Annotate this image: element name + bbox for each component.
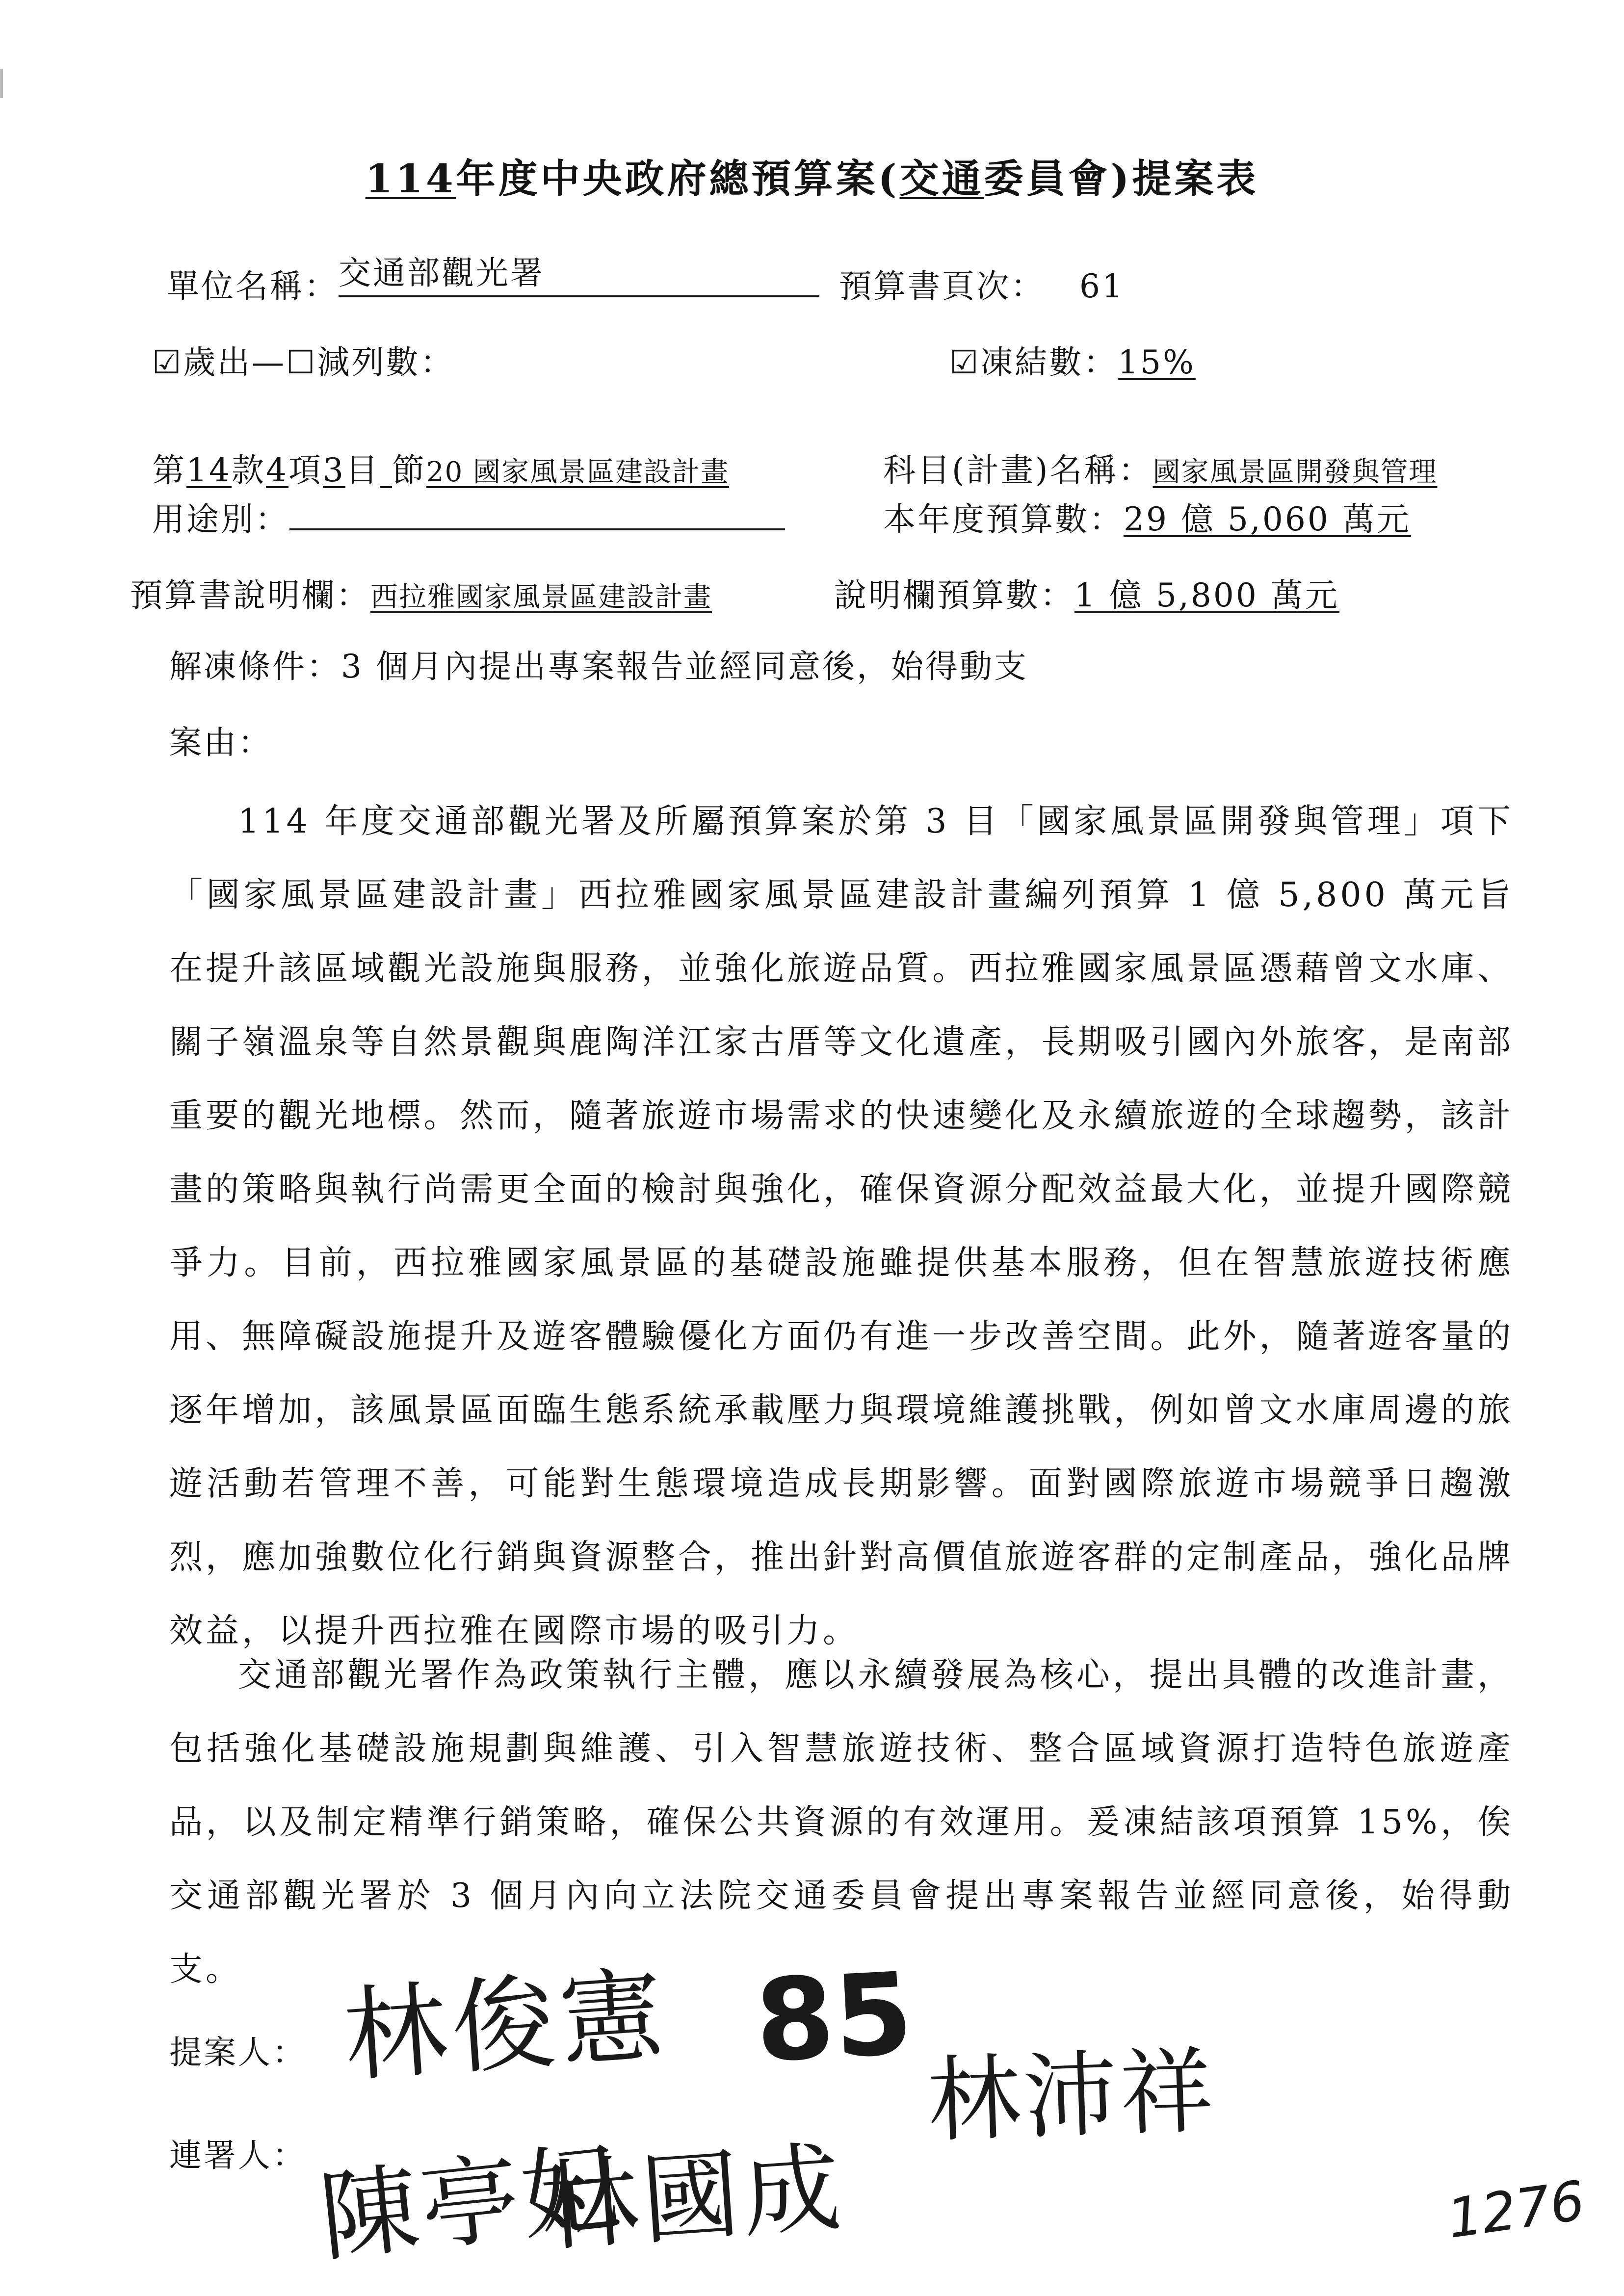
cosigner-signature-1: 陳亭妃 xyxy=(314,2130,629,2276)
freeze-row xyxy=(949,336,1196,383)
page-number-handwritten: 1276 xyxy=(1443,2169,1589,2250)
condition-value: 3 個月內提出專案報告並經同意後，始得動支 xyxy=(341,648,1028,685)
freeze-checkbox: ☑ xyxy=(949,343,981,381)
title-pre: 年度中央政府總預算案( xyxy=(456,156,900,202)
budget-value: 29 億 5,060 萬元 xyxy=(1124,500,1411,538)
cosigner-signature-right: 林沛祥 xyxy=(925,2036,1218,2156)
section-xiang-unit: 項 xyxy=(288,451,323,489)
usage-row xyxy=(152,493,785,540)
unit-value: 交通部觀光署 xyxy=(339,254,545,292)
reduce-checkbox: ☐ xyxy=(286,343,317,381)
section-mu-unit: 目 xyxy=(345,451,380,489)
cosigner-signature-2: 林國成 xyxy=(536,2130,847,2266)
expense-checkbox: ☑ xyxy=(152,343,183,381)
page-ref-label: 預算書頁次： xyxy=(839,267,1045,305)
scan-edge-mark xyxy=(0,69,3,98)
section-xiang: 4 xyxy=(265,451,288,489)
subject-value: 國家風景區開發與管理 xyxy=(1153,456,1438,488)
expense-label: 歲出— xyxy=(183,343,287,381)
cosigner-label: 連署人： xyxy=(169,2137,307,2174)
subject-label: 科目(計畫)名稱： xyxy=(883,451,1153,489)
unit-row xyxy=(167,254,819,307)
section-prefix: 第 xyxy=(152,451,186,489)
condition-row xyxy=(169,640,1028,687)
freeze-label: 凍結數： xyxy=(980,343,1118,381)
section-row xyxy=(152,444,729,491)
page-title xyxy=(0,147,1624,204)
page-ref-value: 61 xyxy=(1079,267,1125,305)
reason-paragraph-1: 114 年度交通部觀光署及所屬預算案於第 3 目「國家風景區開發與管理」項下「國家風景區建設計畫」西拉雅國家風景區建設計畫編列預算 1 億 5,800 萬元旨在提升該區域觀光設施與服務，並強化旅遊品質。西拉雅國家風景區憑藉曾文水庫、關子嶺溫泉等自然景觀與鹿陶洋江家古厝等文化遺產，長期吸引國內外旅客，是南部重要的觀光地標。然而，隨著旅遊市場需求的快速變化及永續旅遊的全球趨勢，該計畫的策略與執行尚需更全面的檢討與強化，確保資源分配效益最大化，並提升國際競爭力。目前，西拉雅國家風景區的基礎設施雖提供基本服務，但在智慧旅遊技術應用、無障礙設施提升及遊客體驗優化方面仍有進一步改善空間。此外，隨著遊客量的逐年增加，該風景區面臨生態系統承載壓力與環境維護挑戰，例如曾文水庫周邊的旅遊活動若管理不善，可能對生態環境造成長期影響。面對國際旅遊市場競爭日趨激烈，應加強數位化行銷與資源整合，推出針對高價值旅遊客群的定制產品，強化品牌效益，以提升西拉雅在國際市場的吸引力。 xyxy=(169,802,1514,1650)
explain-amount-row xyxy=(834,569,1339,616)
page-ref xyxy=(839,260,1125,307)
budget-label: 本年度預算數： xyxy=(883,500,1124,538)
explain-row xyxy=(130,569,712,616)
reduce-label: 減列數： xyxy=(317,343,455,381)
title-committee-a: 交通 xyxy=(899,156,984,202)
reason-label: 案由： xyxy=(169,724,272,761)
explain-label: 預算書說明欄： xyxy=(130,576,370,614)
title-committee-b: 委員會 xyxy=(984,156,1111,202)
unit-fill-line xyxy=(339,254,819,297)
proposer-label: 提案人： xyxy=(169,2034,307,2071)
title-post: )提案表 xyxy=(1110,156,1259,202)
subject-row xyxy=(883,444,1438,491)
usage-fill-line xyxy=(289,499,785,530)
explain-value: 西拉雅國家風景區建設計畫 xyxy=(370,581,712,613)
explain-amount-label: 說明欄預算數： xyxy=(834,576,1074,614)
section-kuan: 14 xyxy=(186,451,232,489)
usage-label: 用途別： xyxy=(152,500,289,538)
section-jie: 20 國家風景區建設計畫 xyxy=(426,456,730,488)
handwritten-number: 85 xyxy=(752,1948,916,2088)
unit-label: 單位名稱： xyxy=(167,267,339,305)
proposer-signature: 林俊憲 xyxy=(340,1954,672,2097)
expense-row xyxy=(152,336,454,383)
section-jie-unit: 節 xyxy=(392,451,426,489)
freeze-value: 15% xyxy=(1118,343,1196,381)
section-kuan-unit: 款 xyxy=(231,451,266,489)
reason-paragraph-2: 交通部觀光署作為政策執行主體，應以永續發展為核心，提出具體的改進計畫，包括強化基礎設施規劃與維護、引入智慧旅遊技術、整合區域資源打造特色旅遊產品，以及制定精準行銷策略，確保公共資源的有效運用。爰凍結該項預算 15%，俟交通部觀光署於 3 個月內向立法院交通委員會提出專案報告並經同意後，始得動支。 xyxy=(169,1656,1514,1989)
explain-amount-value: 1 億 5,800 萬元 xyxy=(1074,576,1339,614)
condition-label: 解凍條件： xyxy=(169,648,341,685)
budget-row xyxy=(883,493,1411,540)
section-mu: 3 xyxy=(322,451,345,489)
title-year: 114 xyxy=(365,156,456,202)
